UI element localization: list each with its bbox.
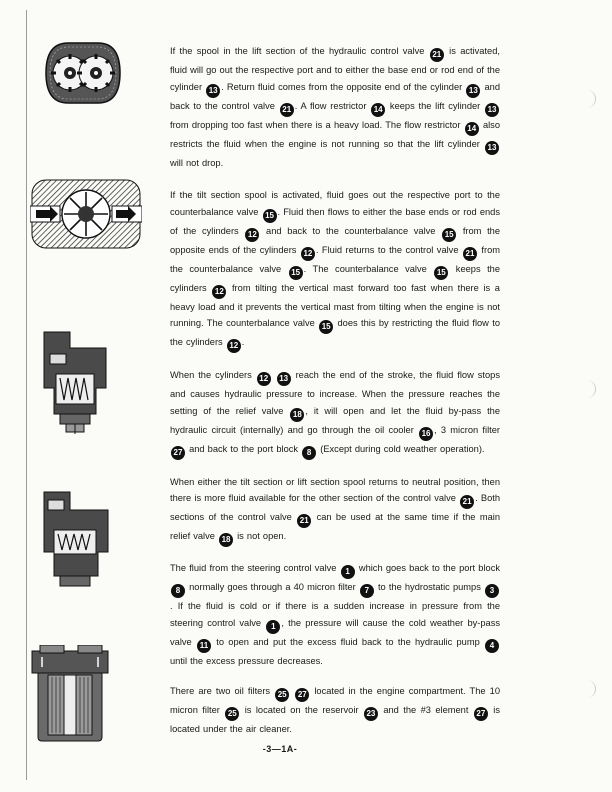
callout-number-21: 21: [463, 247, 477, 261]
callout-number-21: 21: [297, 514, 311, 528]
edge-mark: [583, 90, 596, 108]
text-run: keeps the cylinders: [170, 263, 501, 293]
callout-number-27: 27: [171, 446, 185, 460]
text-run: , the pressure will cause the cold weather by-pass valve: [170, 617, 500, 647]
callout-number-12: 12: [227, 339, 241, 353]
text-run: also restricts the fluid when the engine is not running so that the lift cylinder: [170, 119, 501, 149]
text-run: . If the fluid is cold or if there is a sudden increase in pressure from the steering control valve: [170, 601, 500, 628]
text-run: and back to the control valve: [170, 81, 500, 111]
callout-number-13: 13: [206, 84, 220, 98]
callout-number-23: 23: [364, 707, 378, 721]
text-run: to open and put the excess fluid back to the hydraulic pump: [211, 636, 485, 647]
text-run: will not drop.: [170, 157, 224, 168]
body-text-column: [170, 43, 500, 751]
oil-filter-illustration: [30, 645, 110, 743]
gear-pump-illustration: [38, 38, 128, 108]
text-run: When either the tilt section or lift section spool returns to neutral position, then there is more fluid available for the other section of the control valve: [170, 476, 500, 503]
text-run: keeps the lift cylinder: [386, 100, 485, 111]
text-run: When the cylinders: [170, 370, 256, 380]
callout-number-27: 27: [474, 707, 488, 721]
callout-number-27: 27: [295, 688, 309, 702]
text-run: (Except during cold weather operation).: [317, 443, 485, 454]
text-run: .: [241, 337, 245, 347]
callout-number-11: 11: [197, 639, 211, 653]
callout-number-14: 14: [371, 103, 385, 117]
edge-mark: [583, 680, 596, 698]
callout-number-8: 8: [302, 446, 316, 460]
text-run: until the excess pressure decreases.: [170, 655, 323, 666]
callout-number-12: 12: [257, 372, 271, 386]
paragraph-neutral-position: [170, 474, 500, 548]
paragraph-oil-filters: [170, 683, 500, 738]
callout-number-15: 15: [289, 266, 303, 280]
text-run: and the #3 element: [378, 705, 473, 715]
callout-number-21: 21: [430, 48, 444, 62]
callout-number-4: 4: [485, 639, 499, 653]
callout-number-25: 25: [275, 688, 289, 702]
text-run: is located under the air cleaner.: [170, 705, 500, 734]
text-run: If the tilt section spool is activated, fluid goes out the respective port to the counterbalance valve: [170, 190, 500, 217]
text-run: located in the engine compartment. The 10 micron filter: [170, 686, 500, 715]
text-run: The fluid from the steering control valve: [170, 563, 340, 573]
relief-valve-illustration: [40, 330, 110, 436]
text-run: [290, 686, 294, 696]
text-run: , it will open and let the fluid by-pass the hydraulic circuit (internally) and go through the oil cooler: [170, 405, 500, 435]
text-run: from dropping too fast when there is a heavy load. The flow restrictor: [170, 119, 464, 130]
text-run: and back to the port block: [186, 443, 302, 454]
callout-number-21: 21: [460, 495, 474, 509]
callout-number-18: 18: [219, 533, 233, 547]
callout-number-16: 16: [419, 427, 433, 441]
text-run: to the hydrostatic pumps: [374, 582, 484, 592]
text-run: normally goes through a 40 micron filter: [186, 582, 359, 592]
text-run: from tilting the vertical mast forward too fast when there is a heavy load and it prevents the vertical mast from tilting when the engine is not running. The counterbalance valve: [170, 282, 500, 328]
paragraph-steering-return: [170, 560, 500, 669]
callout-number-15: 15: [434, 266, 448, 280]
callout-number-1: 1: [266, 620, 280, 634]
text-run: . Fluid then flows to either the base ends or rod ends of the cylinders: [170, 206, 500, 236]
callout-number-3: 3: [485, 584, 499, 598]
text-run: . The counterbalance valve: [303, 263, 434, 274]
text-run: . Return fluid comes from the opposite end of the cylinder: [221, 81, 466, 92]
callout-number-25: 25: [225, 707, 239, 721]
text-run: from the counterbalance valve: [170, 244, 500, 274]
text-run: . Both sections of the control valve: [170, 493, 500, 522]
callout-number-13: 13: [485, 141, 499, 155]
callout-number-15: 15: [442, 228, 456, 242]
paragraph-relief-valve: [170, 367, 500, 460]
text-run: There are two oil filters: [170, 686, 275, 696]
callout-number-13: 13: [485, 103, 499, 117]
binding-margin-line: [26, 10, 27, 780]
text-run: from the opposite ends of the cylinders: [170, 225, 501, 255]
callout-number-21: 21: [280, 103, 294, 117]
callout-number-12: 12: [301, 247, 315, 261]
paragraph-tilt-section: [170, 187, 500, 353]
text-run: . Fluid returns to the control valve: [315, 244, 462, 255]
text-run: is activated, fluid will go out the respective port and to either the base end or rod end of the cylinder: [170, 46, 500, 92]
paragraph-lift-section: [170, 43, 500, 171]
vane-pump-illustration: [30, 178, 142, 250]
text-run: is not open.: [234, 531, 287, 541]
callout-number-15: 15: [319, 320, 333, 334]
text-run: which goes back to the port block: [355, 563, 500, 573]
callout-number-12: 12: [245, 228, 259, 242]
text-run: , 3 micron filter: [434, 424, 500, 435]
callout-number-15: 15: [263, 209, 277, 223]
edge-mark: [583, 380, 596, 398]
callout-number-13: 13: [277, 372, 291, 386]
text-run: [272, 370, 276, 380]
callout-number-8: 8: [171, 584, 185, 598]
text-run: does this by restricting the fluid flow to the cylinders: [170, 318, 500, 347]
callout-number-13: 13: [466, 84, 480, 98]
text-run: If the spool in the lift section of the hydraulic control valve: [170, 46, 429, 56]
text-run: is located on the reservoir: [240, 705, 363, 715]
text-run: reach the end of the stroke, the fluid flow stops and causes hydraulic pressure to increase. When the pressure reaches the setting of the relief valve: [170, 370, 500, 416]
text-run: and back to the counterbalance valve: [260, 225, 442, 236]
callout-number-18: 18: [290, 408, 304, 422]
callout-number-14: 14: [465, 122, 479, 136]
bypass-valve-illustration: [40, 490, 112, 590]
text-run: can be used at the same time if the main relief valve: [170, 512, 500, 541]
page-number: -3—1A-: [262, 744, 298, 754]
callout-number-1: 1: [341, 565, 355, 579]
text-run: . A flow restrictor: [294, 100, 371, 111]
callout-number-12: 12: [212, 285, 226, 299]
callout-number-7: 7: [360, 584, 374, 598]
